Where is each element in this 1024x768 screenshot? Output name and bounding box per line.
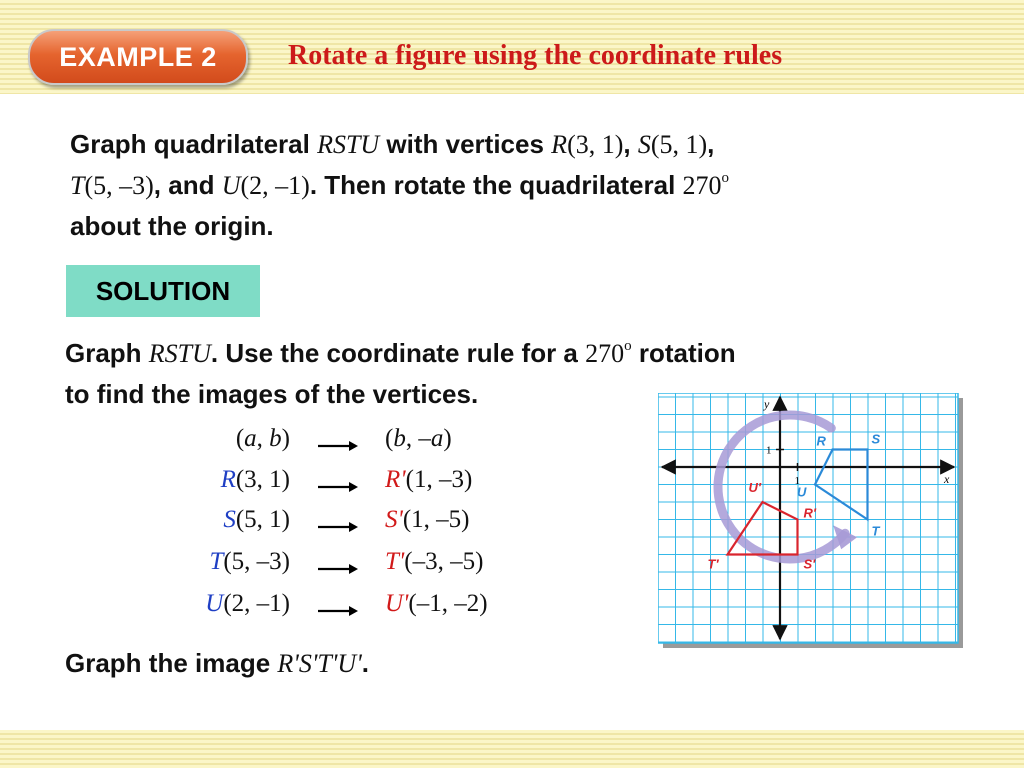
example-badge: EXAMPLE 2	[28, 29, 248, 85]
rule-rhs: U'(–1, –2)	[385, 590, 488, 617]
rule-rhs: R'(1, –3)	[385, 466, 473, 493]
problem-text-2: with vertices	[379, 129, 552, 159]
y-axis-label: y	[764, 397, 770, 411]
y-tick-label: 1	[766, 444, 772, 457]
right-arrow-icon	[318, 481, 358, 493]
rule-row-r	[0, 466, 560, 500]
rule-row-s	[0, 506, 560, 540]
image-name: R'S'T'U'	[277, 649, 362, 678]
figure-name: RSTU	[148, 339, 211, 368]
footer-band	[0, 730, 1024, 768]
image-vertex-label: S′	[803, 556, 816, 572]
instruction-text-1: Graph	[65, 338, 149, 368]
instruction-text-2: . Use the coordinate rule for a	[210, 338, 586, 368]
image-vertex-label: U′	[748, 480, 762, 495]
separator: ,	[707, 129, 715, 159]
figure-name: RSTU	[317, 130, 380, 159]
problem-and: , and	[153, 170, 222, 200]
x-axis-label: x	[944, 472, 950, 486]
coordinate-graph	[658, 393, 964, 649]
image-vertex-label: R′	[803, 505, 817, 521]
problem-text-1: Graph quadrilateral	[70, 129, 318, 159]
original-vertex-label: U	[797, 484, 807, 500]
graph-image-instruction	[65, 648, 369, 679]
rule-lhs: T(5, –3)	[209, 548, 290, 575]
lesson-title: Rotate a figure using the coordinate rules	[288, 40, 783, 71]
rotation-angle: 270$^o$	[585, 338, 632, 368]
vertex-u: U(2, –1)	[221, 171, 310, 200]
rule-lhs: (a, b)	[235, 425, 290, 452]
solution-badge: SOLUTION	[66, 265, 260, 317]
graph-canvas	[658, 393, 964, 649]
instruction-text-4: to find the images of the vertices.	[65, 379, 479, 409]
right-arrow-icon	[318, 605, 358, 617]
rule-lhs: S(5, 1)	[223, 506, 290, 533]
image-vertex-label: T′	[707, 556, 719, 572]
graph-image-period: .	[361, 648, 369, 678]
rule-general	[0, 425, 560, 459]
original-vertex-label: S	[871, 431, 881, 447]
problem-text-4: about the origin.	[70, 211, 274, 241]
rule-row-t	[0, 548, 560, 582]
right-arrow-icon	[318, 563, 358, 575]
rule-lhs: R(3, 1)	[220, 466, 290, 493]
right-arrow-icon	[318, 521, 358, 533]
rule-rhs: (b, –a)	[385, 425, 452, 452]
problem-statement	[70, 124, 970, 247]
vertex-s: S(5, 1)	[637, 130, 708, 159]
rule-lhs: U(2, –1)	[205, 590, 290, 617]
rotation-angle: 270$^o$	[682, 170, 730, 200]
original-vertex-label: T	[871, 523, 880, 539]
rule-rhs: S'(1, –5)	[385, 506, 470, 533]
separator: ,	[623, 129, 638, 159]
rule-rhs: T'(–3, –5)	[385, 548, 484, 575]
x-tick-label: 1	[794, 475, 800, 487]
graph-image-text: Graph the image	[65, 648, 278, 678]
instruction-text-3: rotation	[631, 338, 736, 368]
vertex-t: T(5, –3)	[70, 171, 154, 200]
vertex-r: R(3, 1)	[551, 130, 624, 159]
right-arrow-icon	[318, 440, 358, 452]
rule-row-u	[0, 590, 560, 624]
problem-text-3: . Then rotate the quadrilateral	[309, 170, 683, 200]
original-vertex-label: R	[816, 433, 826, 449]
